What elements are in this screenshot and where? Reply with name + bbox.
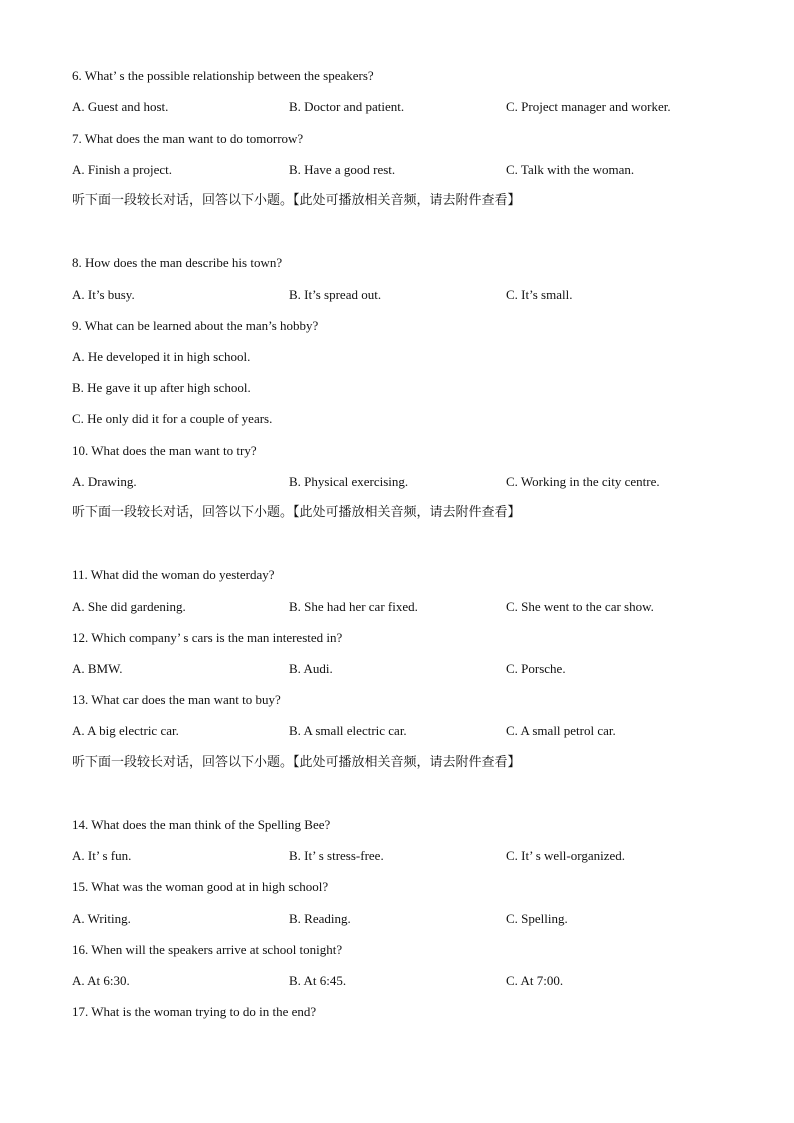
audio-instruction: 听下面一段较长对话，回答以下小题。【此处可播放相关音频，请去附件查看】 xyxy=(72,755,521,770)
option-a: A. It’s busy. xyxy=(72,287,135,302)
option-c: C. A small petrol car. xyxy=(506,723,616,738)
option-a: A. BMW. xyxy=(72,661,123,676)
question-7: 7. What does the man want to do tomorrow? xyxy=(72,131,304,146)
option-b: B. At 6:45. xyxy=(289,973,347,988)
option-b: B. It’ s stress-free. xyxy=(289,848,384,863)
option-b: B. Doctor and patient. xyxy=(289,99,405,114)
option-a: A. At 6:30. xyxy=(72,973,130,988)
options-6 xyxy=(72,97,732,117)
question-17: 17. What is the woman trying to do in the end? xyxy=(72,1004,317,1019)
options-14 xyxy=(72,846,732,866)
option-b: B. Have a good rest. xyxy=(289,162,396,177)
question-13: 13. What car does the man want to buy? xyxy=(72,692,281,707)
option-b: B. Audi. xyxy=(289,661,333,676)
options-15 xyxy=(72,909,732,929)
option-9b: B. He gave it up after high school. xyxy=(72,380,251,395)
option-c: C. Project manager and worker. xyxy=(506,99,671,114)
option-a: A. Drawing. xyxy=(72,474,137,489)
audio-instruction: 听下面一段较长对话，回答以下小题。【此处可播放相关音频，请去附件查看】 xyxy=(72,193,521,208)
options-16 xyxy=(72,971,732,991)
option-a: A. Finish a project. xyxy=(72,162,173,177)
option-b: B. Reading. xyxy=(289,911,351,926)
option-b: B. It’s spread out. xyxy=(289,287,382,302)
question-15: 15. What was the woman good at in high school? xyxy=(72,879,329,894)
option-c: C. Working in the city centre. xyxy=(506,474,660,489)
option-c: C. Porsche. xyxy=(506,661,566,676)
question-10: 10. What does the man want to try? xyxy=(72,443,257,458)
question-6: 6. What’ s the possible relationship between the speakers? xyxy=(72,68,374,83)
option-c: C. At 7:00. xyxy=(506,973,564,988)
option-b: B. She had her car fixed. xyxy=(289,599,418,614)
options-10 xyxy=(72,472,732,492)
options-8 xyxy=(72,285,732,305)
option-c: C. It’ s well-organized. xyxy=(506,848,626,863)
option-b: B. A small electric car. xyxy=(289,723,407,738)
question-12: 12. Which company’ s cars is the man interested in? xyxy=(72,630,343,645)
question-16: 16. When will the speakers arrive at school tonight? xyxy=(72,942,343,957)
option-a: A. She did gardening. xyxy=(72,599,186,614)
option-a: A. It’ s fun. xyxy=(72,848,132,863)
option-a: A. Writing. xyxy=(72,911,131,926)
option-c: C. It’s small. xyxy=(506,287,573,302)
option-9a: A. He developed it in high school. xyxy=(72,349,251,364)
option-c: C. She went to the car show. xyxy=(506,599,654,614)
option-c: C. Talk with the woman. xyxy=(506,162,635,177)
question-14: 14. What does the man think of the Spelling Bee? xyxy=(72,817,331,832)
options-11 xyxy=(72,597,732,617)
option-9c: C. He only did it for a couple of years. xyxy=(72,411,273,426)
options-7 xyxy=(72,160,732,180)
option-a: A. Guest and host. xyxy=(72,99,169,114)
option-b: B. Physical exercising. xyxy=(289,474,409,489)
audio-instruction: 听下面一段较长对话，回答以下小题。【此处可播放相关音频，请去附件查看】 xyxy=(72,505,521,520)
options-13 xyxy=(72,721,732,741)
question-8: 8. How does the man describe his town? xyxy=(72,255,283,270)
question-9: 9. What can be learned about the man’s hobby? xyxy=(72,318,319,333)
options-12 xyxy=(72,659,732,679)
option-c: C. Spelling. xyxy=(506,911,568,926)
option-a: A. A big electric car. xyxy=(72,723,179,738)
question-11: 11. What did the woman do yesterday? xyxy=(72,567,275,582)
